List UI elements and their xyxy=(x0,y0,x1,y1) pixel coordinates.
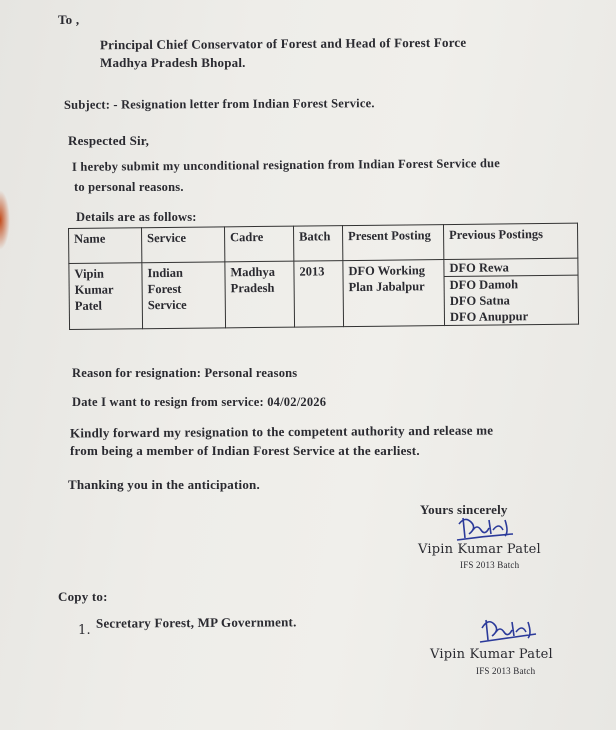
signatory-2-name: Vipin Kumar Patel xyxy=(430,647,553,662)
table-row xyxy=(69,258,579,329)
details-intro: Details are as follows: xyxy=(76,210,197,224)
previous-posting-item: DFO Rewa xyxy=(444,259,577,277)
date-line: Date I want to resign from service: 04/02/2026 xyxy=(72,395,327,409)
cell-batch: 2013 xyxy=(294,261,344,328)
page-edge-shadow xyxy=(0,190,10,250)
copy-item-number: 1. xyxy=(78,623,91,638)
previous-posting-item: DFO Damoh xyxy=(449,277,519,293)
table-header-row xyxy=(69,223,578,263)
header-previous-postings: Previous Postings xyxy=(443,223,577,259)
header-present-posting: Present Posting xyxy=(342,225,443,261)
copy-item: Secretary Forest, MP Government. xyxy=(95,614,297,631)
cell-previous-postings xyxy=(444,258,579,325)
cell-name: Vipin Kumar Patel xyxy=(69,263,143,330)
addressee-line-2: Madhya Pradesh Bhopal. xyxy=(100,55,246,70)
copy-to-label: Copy to: xyxy=(58,589,108,604)
closing: Yours sincerely xyxy=(420,502,508,517)
header-cadre: Cadre xyxy=(224,226,293,262)
header-batch: Batch xyxy=(293,226,342,262)
signatory-name: Vipin Kumar Patel xyxy=(418,542,541,557)
signatory-batch: IFS 2013 Batch xyxy=(460,560,520,570)
body-line-1: I hereby submit my unconditional resignation from Indian Forest Service due xyxy=(71,156,501,174)
body-line-2: to personal reasons. xyxy=(74,180,184,194)
previous-posting-item: DFO Anuppur xyxy=(449,309,529,325)
header-name: Name xyxy=(69,228,142,264)
reason-line: Reason for resignation: Personal reasons xyxy=(72,366,298,380)
salutation: Respected Sir, xyxy=(68,133,150,148)
signatory-2-batch: IFS 2013 Batch xyxy=(476,666,536,676)
details-table xyxy=(68,223,579,330)
signature-1 xyxy=(455,512,515,542)
to-label: To , xyxy=(58,12,80,27)
previous-posting-item: DFO Satna xyxy=(449,293,510,309)
forward-line-1: Kindly forward my resignation to the competent authority and release me xyxy=(69,422,494,441)
cell-present-posting: DFO Working Plan Jabalpur xyxy=(343,260,445,327)
header-service: Service xyxy=(142,227,225,263)
thanks-line: Thanking you in the anticipation. xyxy=(68,477,260,492)
cell-cadre: Madhya Pradesh xyxy=(225,261,295,328)
addressee-line-1: Principal Chief Conservator of Forest and Head of Forest Force xyxy=(99,34,467,53)
forward-line-2: from being a member of Indian Forest Service at the earliest. xyxy=(70,443,420,458)
signature-2 xyxy=(478,614,538,644)
subject-line: Subject: - Resignation letter from Indian Forest Service. xyxy=(63,96,375,112)
cell-service: Indian Forest Service xyxy=(142,262,226,329)
